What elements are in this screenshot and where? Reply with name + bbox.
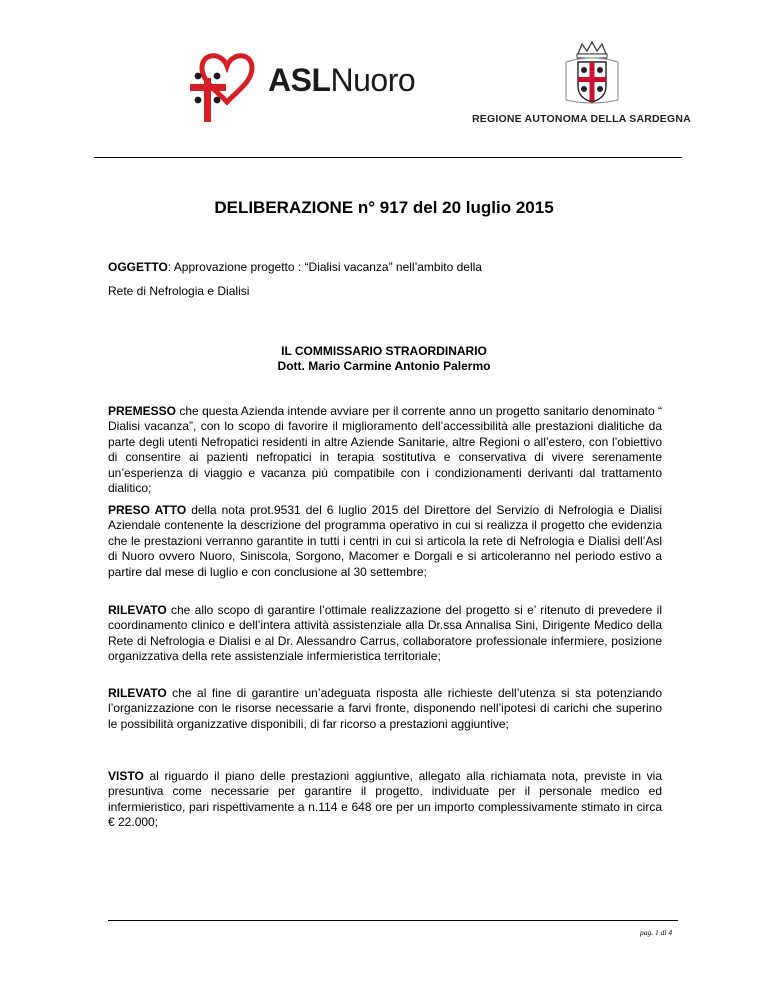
deliberation-title: DELIBERAZIONE n° 917 del 20 luglio 2015 — [214, 198, 554, 217]
region-name: REGIONE AUTONOMA DELLA SARDEGNA — [472, 113, 691, 125]
paragraph-preso-atto — [108, 503, 662, 580]
paragraph-text: che questa Azienda intende avviare per il corrente anno un progetto sanitario denominato “ Dialisi vacanza”, con lo scopo di favorire il miglioramento dell’accessibilità alle prestazioni dialitiche da parte degli utenti Nefropatici residenti in altre Aziende Sanitarie, altre Regioni o all’estero, con l’obiettivo di consentire ai pazienti nefropatici in terapia sostitutiva e conservativa di vivere serenamente un’esperienza di viaggio e vacanza più compatibile con i condizionamenti derivanti dal trattamento dialitico; — [108, 404, 662, 496]
subject-text: : Approvazione progetto : “Dialisi vacanza” nell’ambito della — [167, 260, 482, 274]
asl-heart-cross-icon — [190, 44, 264, 124]
regione-sardegna-logo — [472, 40, 712, 130]
subject-block — [108, 255, 668, 303]
paragraph-rilevato-1 — [108, 603, 662, 665]
subject-label: OGGETTO — [108, 260, 168, 274]
paragraph-text: che al fine di garantire un’adeguata risposta alle richieste dell’utenza si sta potenziando l’organizzazione con le risorse necessarie a farvi fronte, disponendo nell’ipotesi di carichi che superino le possibilità organizzative disponibili, di far ricorso a prestazioni aggiuntive; — [108, 686, 662, 731]
page-number: pag. 1 di 4 — [640, 928, 673, 937]
subject-line-2: Rete di Nefrologia e Dialisi — [108, 284, 250, 298]
subject-line-1 — [108, 255, 668, 279]
paragraph-lead: RILEVATO — [108, 603, 167, 617]
paragraph-lead: RILEVATO — [108, 686, 167, 700]
header-divider — [94, 157, 682, 158]
signatory-name: Dott. Mario Carmine Antonio Palermo — [277, 359, 491, 373]
signatory-role: IL COMMISSARIO STRAORDINARIO — [281, 344, 487, 358]
paragraph-lead: PRESO ATTO — [108, 503, 187, 517]
asl-nuoro-logo — [190, 44, 416, 124]
paragraph-rilevato-2 — [108, 686, 662, 732]
paragraph-visto — [108, 769, 662, 831]
paragraph-text: della nota prot.9531 del 6 luglio 2015 del Direttore del Servizio di Nefrologia e Dialisi Aziendale contenente la descrizione del programma operativo in cui si realizza il progetto che evidenzia che le prestazioni verranno garantite in tutti i centri in cui si articola la rete di Nefrologia e Dialisi dell’Asl di Nuoro ovvero Nuoro, Siniscola, Sorgono, Macomer e Dorgali e si articoleranno nel periodo estivo a partire dal mese di luglio e con conclusione al 30 settembre; — [108, 503, 663, 579]
sardinia-coat-of-arms-icon — [556, 40, 628, 108]
paragraph-text: che allo scopo di garantire l’ottimale realizzazione del progetto si e’ ritenuto di prevedere il coordinamento clinico e dell’intera attività assistenziale alla Dr.ssa Annalisa Sini, Dirigente Medico della Rete di Nefrologia e Dialisi e al Dr. Alessandro Carrus, collaboratore professionale infermiere, posizione organizzativa della rete assistenziale infermieristica territoriale; — [108, 603, 662, 664]
paragraph-lead: PREMESSO — [108, 404, 177, 418]
signatory-block — [0, 344, 768, 374]
asl-logo-text: ASLNuoro — [268, 62, 416, 98]
paragraph-lead: VISTO — [108, 769, 144, 783]
paragraph-premesso — [108, 404, 662, 496]
footer-divider — [108, 920, 678, 921]
paragraph-text: al riguardo il piano delle prestazioni aggiuntive, allegato alla richiamata nota, previste in via presuntiva come necessarie per garantire il progetto, individuate per il personale medico ed infermieristico, pari rispettivamente a n.114 e 648 ore per un importo complessivamente stimato in circa € 22.000; — [108, 769, 662, 830]
